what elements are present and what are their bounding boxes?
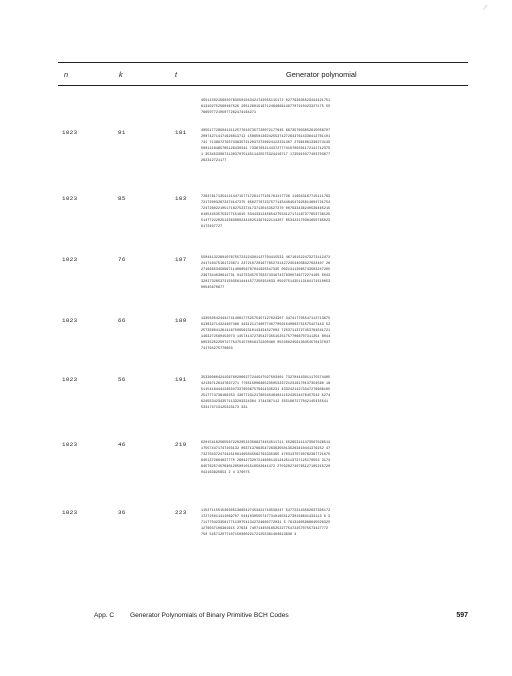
n-value: 1023 xyxy=(62,376,78,383)
t-value: 191 xyxy=(175,376,187,383)
footer-title: Generator Polynomials of Binary Primitive BCH Codes xyxy=(130,612,289,619)
t-value: 181 xyxy=(175,129,187,136)
table-top-rule xyxy=(58,62,468,63)
header-n: n xyxy=(64,70,68,79)
generator-polynomial: 550441322601076755723224301127704415533 467161522473273112472241716475161723671 237210720167765273142724544036427624407 262716665345096711406056767041625547335 002131130657435032472052367344030614731 012753457570337431674376300746772274165 504332027320537215035614441577250354033 050275143511316417151005300545670677 xyxy=(201,255,331,289)
generator-polynomial: 133550542444174140617752575457127024307 347417705547112713675613632714324407406 443121174007740770501540063751575427443 522573560412614167506562310143434527002 725371137274537645417211463272560453073 145741472735427355152517577066707311354 604460535252250727754751570016172200460 0553062456130454570437037741704275770603 xyxy=(201,316,331,350)
generator-polynomial: 726476171354121447157717261177101761217726 116043167715111763721720032672474147375 650277672375771454404547625014604721754 724726022105171627523741737130153527270 007633436240536465215610544535753377151615 534433124565427554127171167377653736125 514772220251336306024440251367622114207 6534221703616507650236172407727 xyxy=(201,194,331,228)
t-value: 183 xyxy=(175,195,187,202)
header-k: k xyxy=(119,70,123,79)
generator-polynomial: 353360604241567602066277244547027503401 732704443011175574405421367126147637271 776515006465235053237212316170137354560 185115416444124504733760367575614335231 433242142733472766061652517774736160253 436772312176024546402115243524476457542 527462455342343571133203324364 2744367112 3551667277042145435541 534174713125323173 331 xyxy=(201,375,331,409)
k-value: 91 xyxy=(118,129,126,136)
n-value: 1023 xyxy=(62,441,78,448)
footer-appendix: App. C xyxy=(94,612,115,619)
t-value: 223 xyxy=(175,509,187,516)
t-value: 219 xyxy=(175,441,187,448)
t-value: 189 xyxy=(175,317,187,324)
k-value: 46 xyxy=(118,441,126,448)
k-value: 36 xyxy=(118,509,126,516)
generator-polynomial: 455115021560207635501043421742055115172 027763635523444421751613102752560467526 205126015167124646661467707210423327175 5576650772105077262474164271 xyxy=(201,98,331,114)
n-value: 1023 xyxy=(62,129,78,136)
t-value: 187 xyxy=(175,256,187,263)
generator-polynomial: 620154162565567220205213566274454511711 552653111473567026514175574471747103132 063713766354726363550135263410441376252 477327043724744251061465045562763335365 470313707407623677216756451372604637770 260427320721460011512425113737125170553 317464576257457640120500101516502641472 2703202740765127105215720042163825653 2 4 376075 xyxy=(201,440,331,474)
n-value: 1023 xyxy=(62,317,78,324)
table-header-rule xyxy=(58,85,468,86)
n-value: 1023 xyxy=(62,195,78,202)
k-value: 66 xyxy=(118,317,126,324)
corner-mark: / xyxy=(482,2,488,13)
header-generator-polynomial: Generator polynomial xyxy=(286,70,357,79)
page-number: 597 xyxy=(456,612,468,619)
generator-polynomial: 115271155152630513600427453421743530247 547722143562637305172172725011411069707 54410305557477310165512730156641433113 6 371177042335617711307541342724660772031 5 761316059666450263251276037106361615 27634 7407144501652522775472257075573427772 750 545712077107150300221721255361404613636 4 xyxy=(201,508,331,536)
k-value: 56 xyxy=(118,376,126,383)
generator-polynomial: 405517726504121125776107357720072177645 667357603052615056707200742714171626613712 150650136242553742726437614336412701101741 713667276374363572120372726624122331307 276610613362741455001216465765126430341 733670321443727774107055011721217123751 353453306721303707514511425575324416717 1735610377403703677262312721177 xyxy=(201,128,331,162)
k-value: 85 xyxy=(118,195,126,202)
header-t: t xyxy=(175,70,177,79)
n-value: 1023 xyxy=(62,256,78,263)
page-footer xyxy=(58,612,468,624)
k-value: 76 xyxy=(118,256,126,263)
n-value: 1023 xyxy=(62,509,78,516)
